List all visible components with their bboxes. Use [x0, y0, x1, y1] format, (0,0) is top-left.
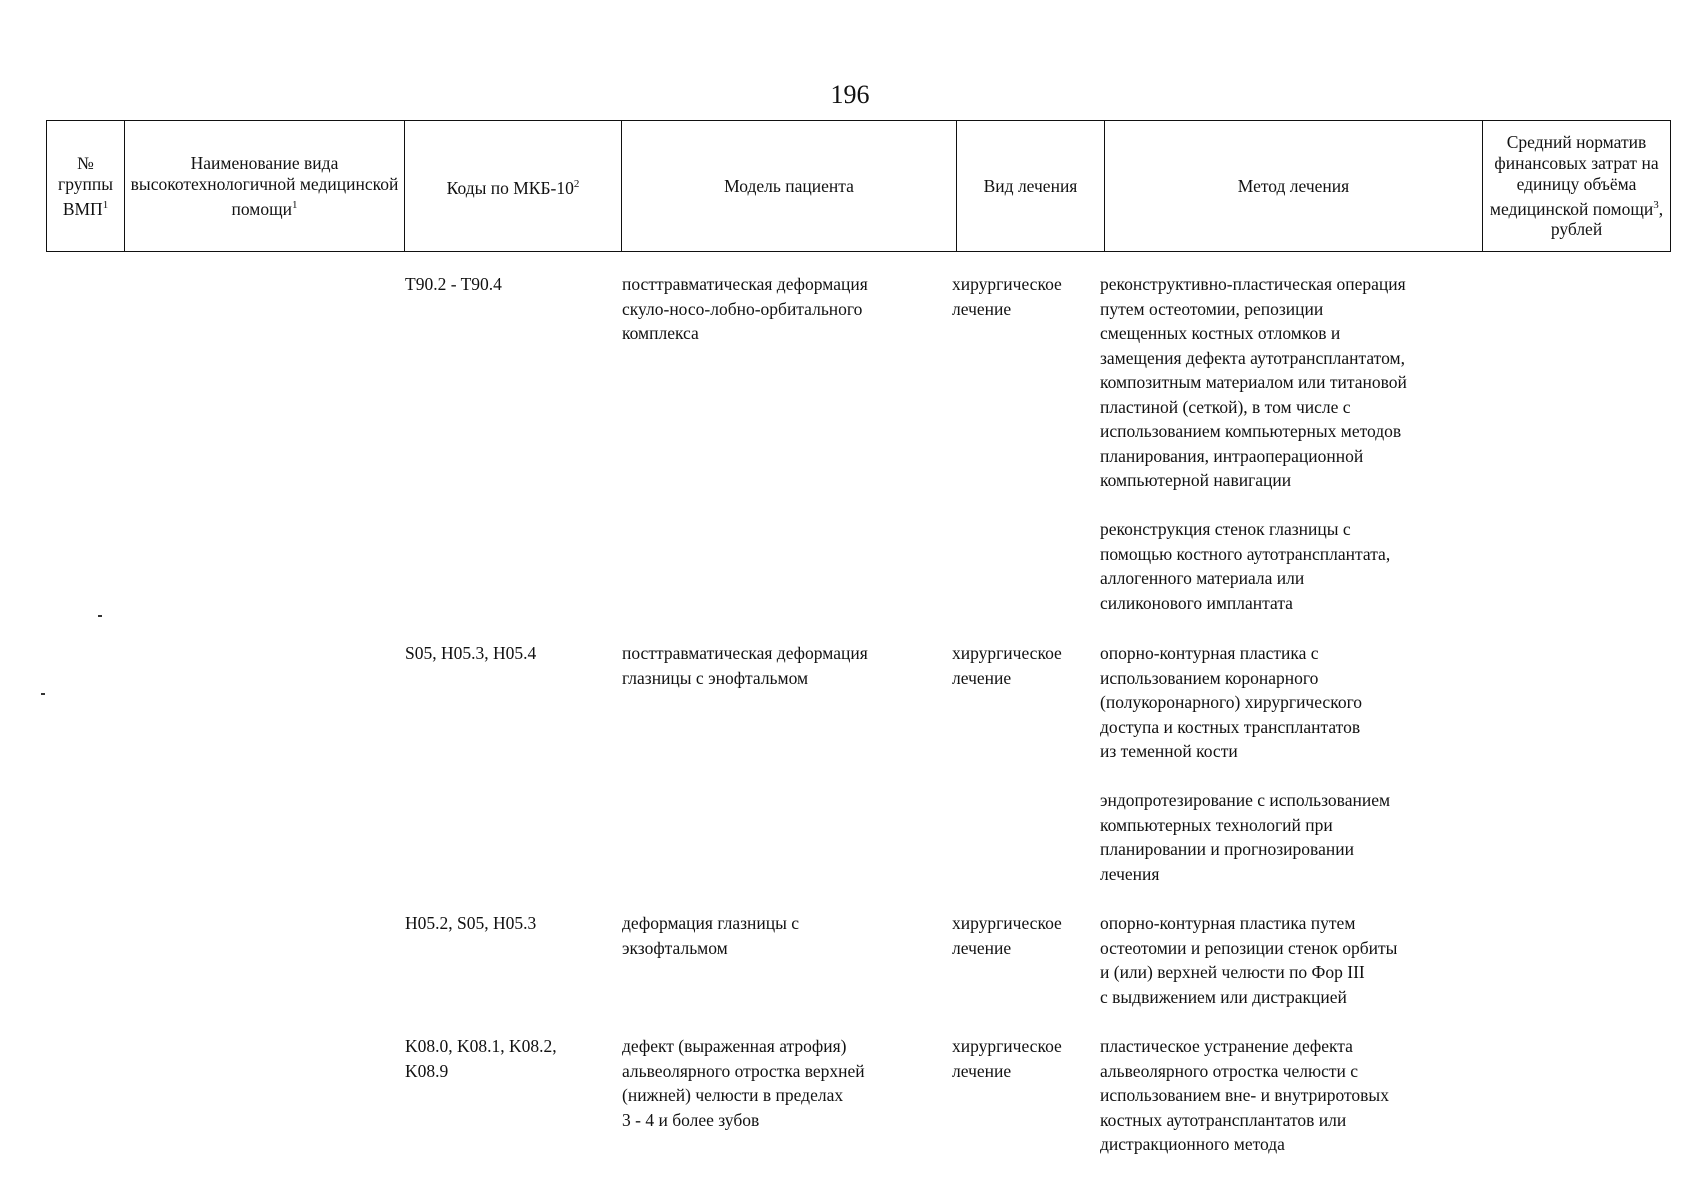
treatment-method: опорно-контурная пластика с использованием коронарного (полукоронарного) хирургического доступа и костных трансплантатов из теменной кости — [1100, 643, 1363, 761]
table-header — [46, 120, 1671, 252]
treatment-type: хирургическое лечение — [952, 913, 1062, 958]
header-treatment-method: Метод лечения — [1105, 121, 1483, 252]
icd-codes: H05.2, S05, H05.3 — [405, 913, 537, 933]
header-icd-codes: Коды по МКБ-$10^2$ — [405, 121, 622, 252]
patient-model: дефект (выраженная атрофия) альвеолярного отростка верхней (нижней) челюсти в пределах 3 - 4 и более зубов — [622, 1036, 865, 1130]
treatment-type: хирургическое лечение — [952, 274, 1062, 319]
scan-speck — [41, 693, 45, 695]
patient-model: деформация глазницы с экзофтальмом — [622, 913, 800, 958]
page-number: 196 — [830, 80, 870, 109]
header-patient-model: Модель пациента — [622, 121, 957, 252]
treatment-methods — [1100, 272, 1480, 640]
icd-codes: K08.0, K08.1, K08.2, K08.9 — [405, 1036, 557, 1081]
treatment-methods — [1100, 641, 1480, 911]
patient-model: посттравматическая деформация глазницы с энофтальмом — [622, 643, 868, 688]
treatment-method: реконструкция стенок глазницы с помощью костного аутотрансплантата, аллогенного материала или силиконового имплантата — [1100, 519, 1391, 613]
treatment-method: реконструктивно-пластическая операция путем остеотомии, репозиции смещенных костных отломков и замещения дефекта аутотрансплантатом, композитным материалом или титановой пластиной (сеткой), в том числе с использованием компьютерных методов планирования, интраоперационной компьютерной навигации — [1100, 274, 1407, 490]
treatment-method: пластическое устранение дефекта альвеолярного отростка челюсти с использованием вне- и внутриротовых костных аутотрансплантатов или дистракционного метода — [1100, 1036, 1389, 1154]
header-average-cost: Средний норматив финансовых затрат на единицу объёма медицинской помощи$^3$, рублей — [1483, 121, 1671, 252]
icd-codes: S05, H05.3, H05.4 — [405, 643, 537, 663]
treatment-methods — [1100, 911, 1480, 1034]
header-care-type-name: Наименование вида высокотехнологичной медицинской помощи$^1$ — [125, 121, 405, 252]
treatment-method: эндопротезирование с использованием компьютерных технологий при планировании и прогнозировании лечения — [1100, 790, 1391, 884]
patient-model: посттравматическая деформация скуло-носо-лобно-орбитального комплекса — [622, 274, 868, 343]
scan-speck — [98, 615, 102, 617]
treatment-type: хирургическое лечение — [952, 1036, 1062, 1081]
treatment-method: опорно-контурная пластика путем остеотомии и репозиции стенок орбиты и (или) верхней челюсти по Фор III с выдвижением или дистракцией — [1100, 913, 1398, 1007]
icd-codes: T90.2 - T90.4 — [405, 274, 502, 294]
header-treatment-type: Вид лечения — [957, 121, 1105, 252]
treatment-methods — [1100, 1034, 1480, 1181]
treatment-type: хирургическое лечение — [952, 643, 1062, 688]
header-group-number: № группы ВМП$^1$ — [47, 121, 125, 252]
